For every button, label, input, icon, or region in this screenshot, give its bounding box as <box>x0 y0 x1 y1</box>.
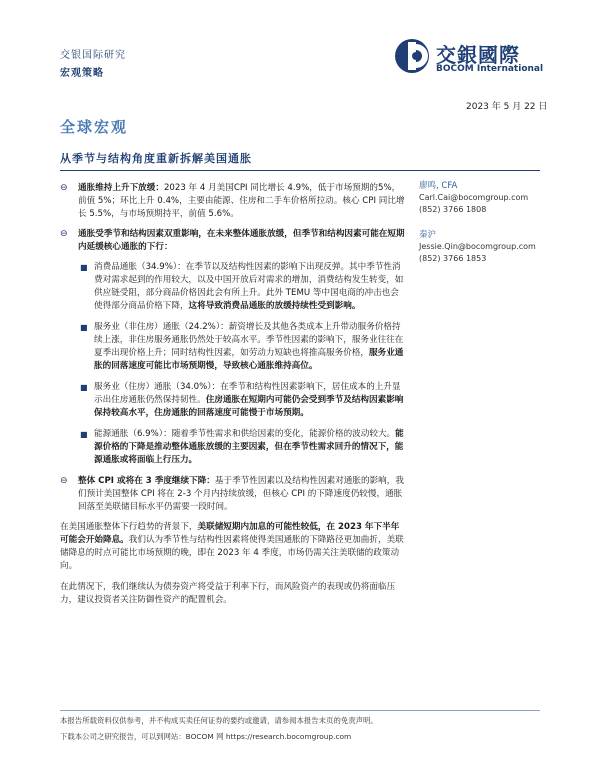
paragraph-allocation: 在此情况下，我们继续认为债券资产将受益于利率下行，而风险资产的表现或仍将面临压力，建议投资者关注防御性资产的配置机会。 <box>60 582 396 605</box>
bullet-text: 基于季节性因素以及结构性因素对通胀的影响，我们预计美国整体 CPI 将在 2-3 个月内持续放缓，但核心 CPI 的下降速度仍较慢，通胀回落至美联储目标水平仍需要一段时间。 <box>78 476 404 512</box>
section-title: 全球宏观 <box>60 118 129 136</box>
analyst-name: 廖鸣, CFA <box>419 181 458 191</box>
analyst-email[interactable]: Carl.Cai@bocomgroup.com <box>419 193 529 202</box>
sub-bullet-energy <box>60 428 405 467</box>
sub-bullet-housing <box>60 381 405 420</box>
footer-website <box>60 731 351 742</box>
report-body <box>60 182 405 615</box>
bullet-lead: 通胀受季节和结构因素双重影响，在未来整体通胀放缓，但季节和结构因素可能在短期内延缓核心通胀的下行： <box>78 229 405 252</box>
sub-bullet-text: 消费品通胀（34.9%）：在季节以及结构性因素的影响下出现反弹。其中季节性消费对需求起到的作用较大，以及中国开放后对需求的增加，消费结构发生转变，如供应链受阻，部分商品价格因此会有所上升。此外 TEMU 等中国电商的冲击也会使得部分商品价格下降， <box>94 262 404 311</box>
org-line2: 宏观策略 <box>60 68 104 79</box>
bullet-marker-icon: ⊖ <box>60 229 68 239</box>
sub-bullet-bold: 服务业通胀的回落速度可能比市场预期慢，导致核心通胀维持高位。 <box>94 348 404 371</box>
bocom-logo-icon <box>394 38 430 74</box>
para-text: 我们认为季节性与结构性因素将使得美国通胀的下降路径更加曲折，美联储降息的时点可能比市场预期的晚，即在 2023 年 4 季度，市场仍需关注美联储的政策动向。 <box>60 535 404 571</box>
analyst-phone: (852) 3766 1808 <box>419 205 487 214</box>
logo-chinese: 交銀國際 <box>436 43 520 67</box>
sub-bullet-marker-icon: ■ <box>80 430 88 439</box>
sub-bullet-marker-icon: ■ <box>80 323 88 332</box>
report-subtitle: 从季节与结构角度重新拆解美国通胀 <box>60 152 252 165</box>
sub-bullet-text: 服务业（非住房）通胀（24.2%）：薪资增长及其他各类成本上升带动服务价格持续上涨，非住房服务通胀仍然处于较高水平。季节性因素的影响下，服务业往往在夏季出现价格上升；同时结构性因素，如劳动力短缺也将推高服务价格， <box>94 322 404 358</box>
para-text: 在美国通胀整体下行趋势的背景下， <box>60 522 198 532</box>
footer-website-label: 下载本公司之研究报告，可以到网站：BOCOM 网 <box>60 732 226 741</box>
bocom-logo <box>394 38 544 76</box>
report-date: 2023 年 5 月 22 日 <box>466 102 548 112</box>
bullet-lead: 通胀维持上升下放缓： <box>78 183 164 193</box>
logo-english: BOCOM International <box>436 64 544 74</box>
sub-bullet-goods <box>60 261 405 313</box>
bullet-outlook <box>60 475 405 514</box>
bullet-marker-icon: ⊖ <box>60 476 68 486</box>
sub-bullet-bold: 这将导致消费品通胀的放缓持续性受到影响。 <box>188 301 361 311</box>
footer-disclaimer: 本报告所载资料仅供参考，并不构成买卖任何证券的要约或邀请，请参阅本报告末页的免责声明。 <box>60 716 378 725</box>
bullet-drivers <box>60 228 405 254</box>
bullet-text: 2023 年 4 月美国CPI 同比增长 4.9%，低于市场预期的5%，前值 5%；环比上升 0.4%，主要由能源、住房和二手车价格所拉动。核心 CPI 同比增长 5.5%，与市场预期持平，前值 5.6%。 <box>78 183 405 219</box>
sub-bullet-marker-icon: ■ <box>80 383 88 392</box>
sub-bullet-text: 能源通胀（6.9%）：随着季节性需求和供给因素的变化，能源价格的波动较大。 <box>94 429 396 439</box>
sub-bullet-bold: 住房通胀在短期内可能仍会受到季节及结构因素影响保持较高水平，住房通胀的回落速度可能慢于市场预期。 <box>94 395 404 418</box>
para-bold: 美联储短期内加息的可能性较低，在 2023 年下半年可能会开始降息。 <box>60 522 400 545</box>
analyst-card-2 <box>419 229 536 265</box>
bullet-lead: 整体 CPI 或将在 3 季度继续下降： <box>78 476 215 486</box>
sub-bullet-bold: 能源价格的下降是推动整体通胀放缓的主要因素，但在季节性需求回升的情况下，能源通胀或将面临上行压力。 <box>94 429 404 465</box>
sub-bullet-marker-icon: ■ <box>80 263 88 272</box>
paragraph-fed <box>60 521 405 573</box>
title-divider <box>60 170 540 171</box>
analyst-email[interactable]: Jessie.Qin@bocomgroup.com <box>419 242 536 251</box>
analyst-name: 秦沪 <box>419 230 437 240</box>
sub-bullet-text: 服务业（住房）通胀（34.0%）：在季节和结构性因素影响下，居住成本的上升显示出住房通胀仍然保持韧性。 <box>94 382 401 405</box>
bullet-marker-icon: ⊖ <box>60 183 68 193</box>
footer-divider <box>60 710 540 711</box>
header-org <box>60 46 126 79</box>
sub-bullet-services <box>60 321 405 373</box>
footer-website-link[interactable]: https://research.bocomgroup.com <box>225 732 352 741</box>
analyst-card-1 <box>419 180 528 216</box>
bullet-summary <box>60 182 405 221</box>
analyst-phone: (852) 3766 1853 <box>419 254 487 263</box>
org-line1: 交银国际研究 <box>60 50 126 61</box>
